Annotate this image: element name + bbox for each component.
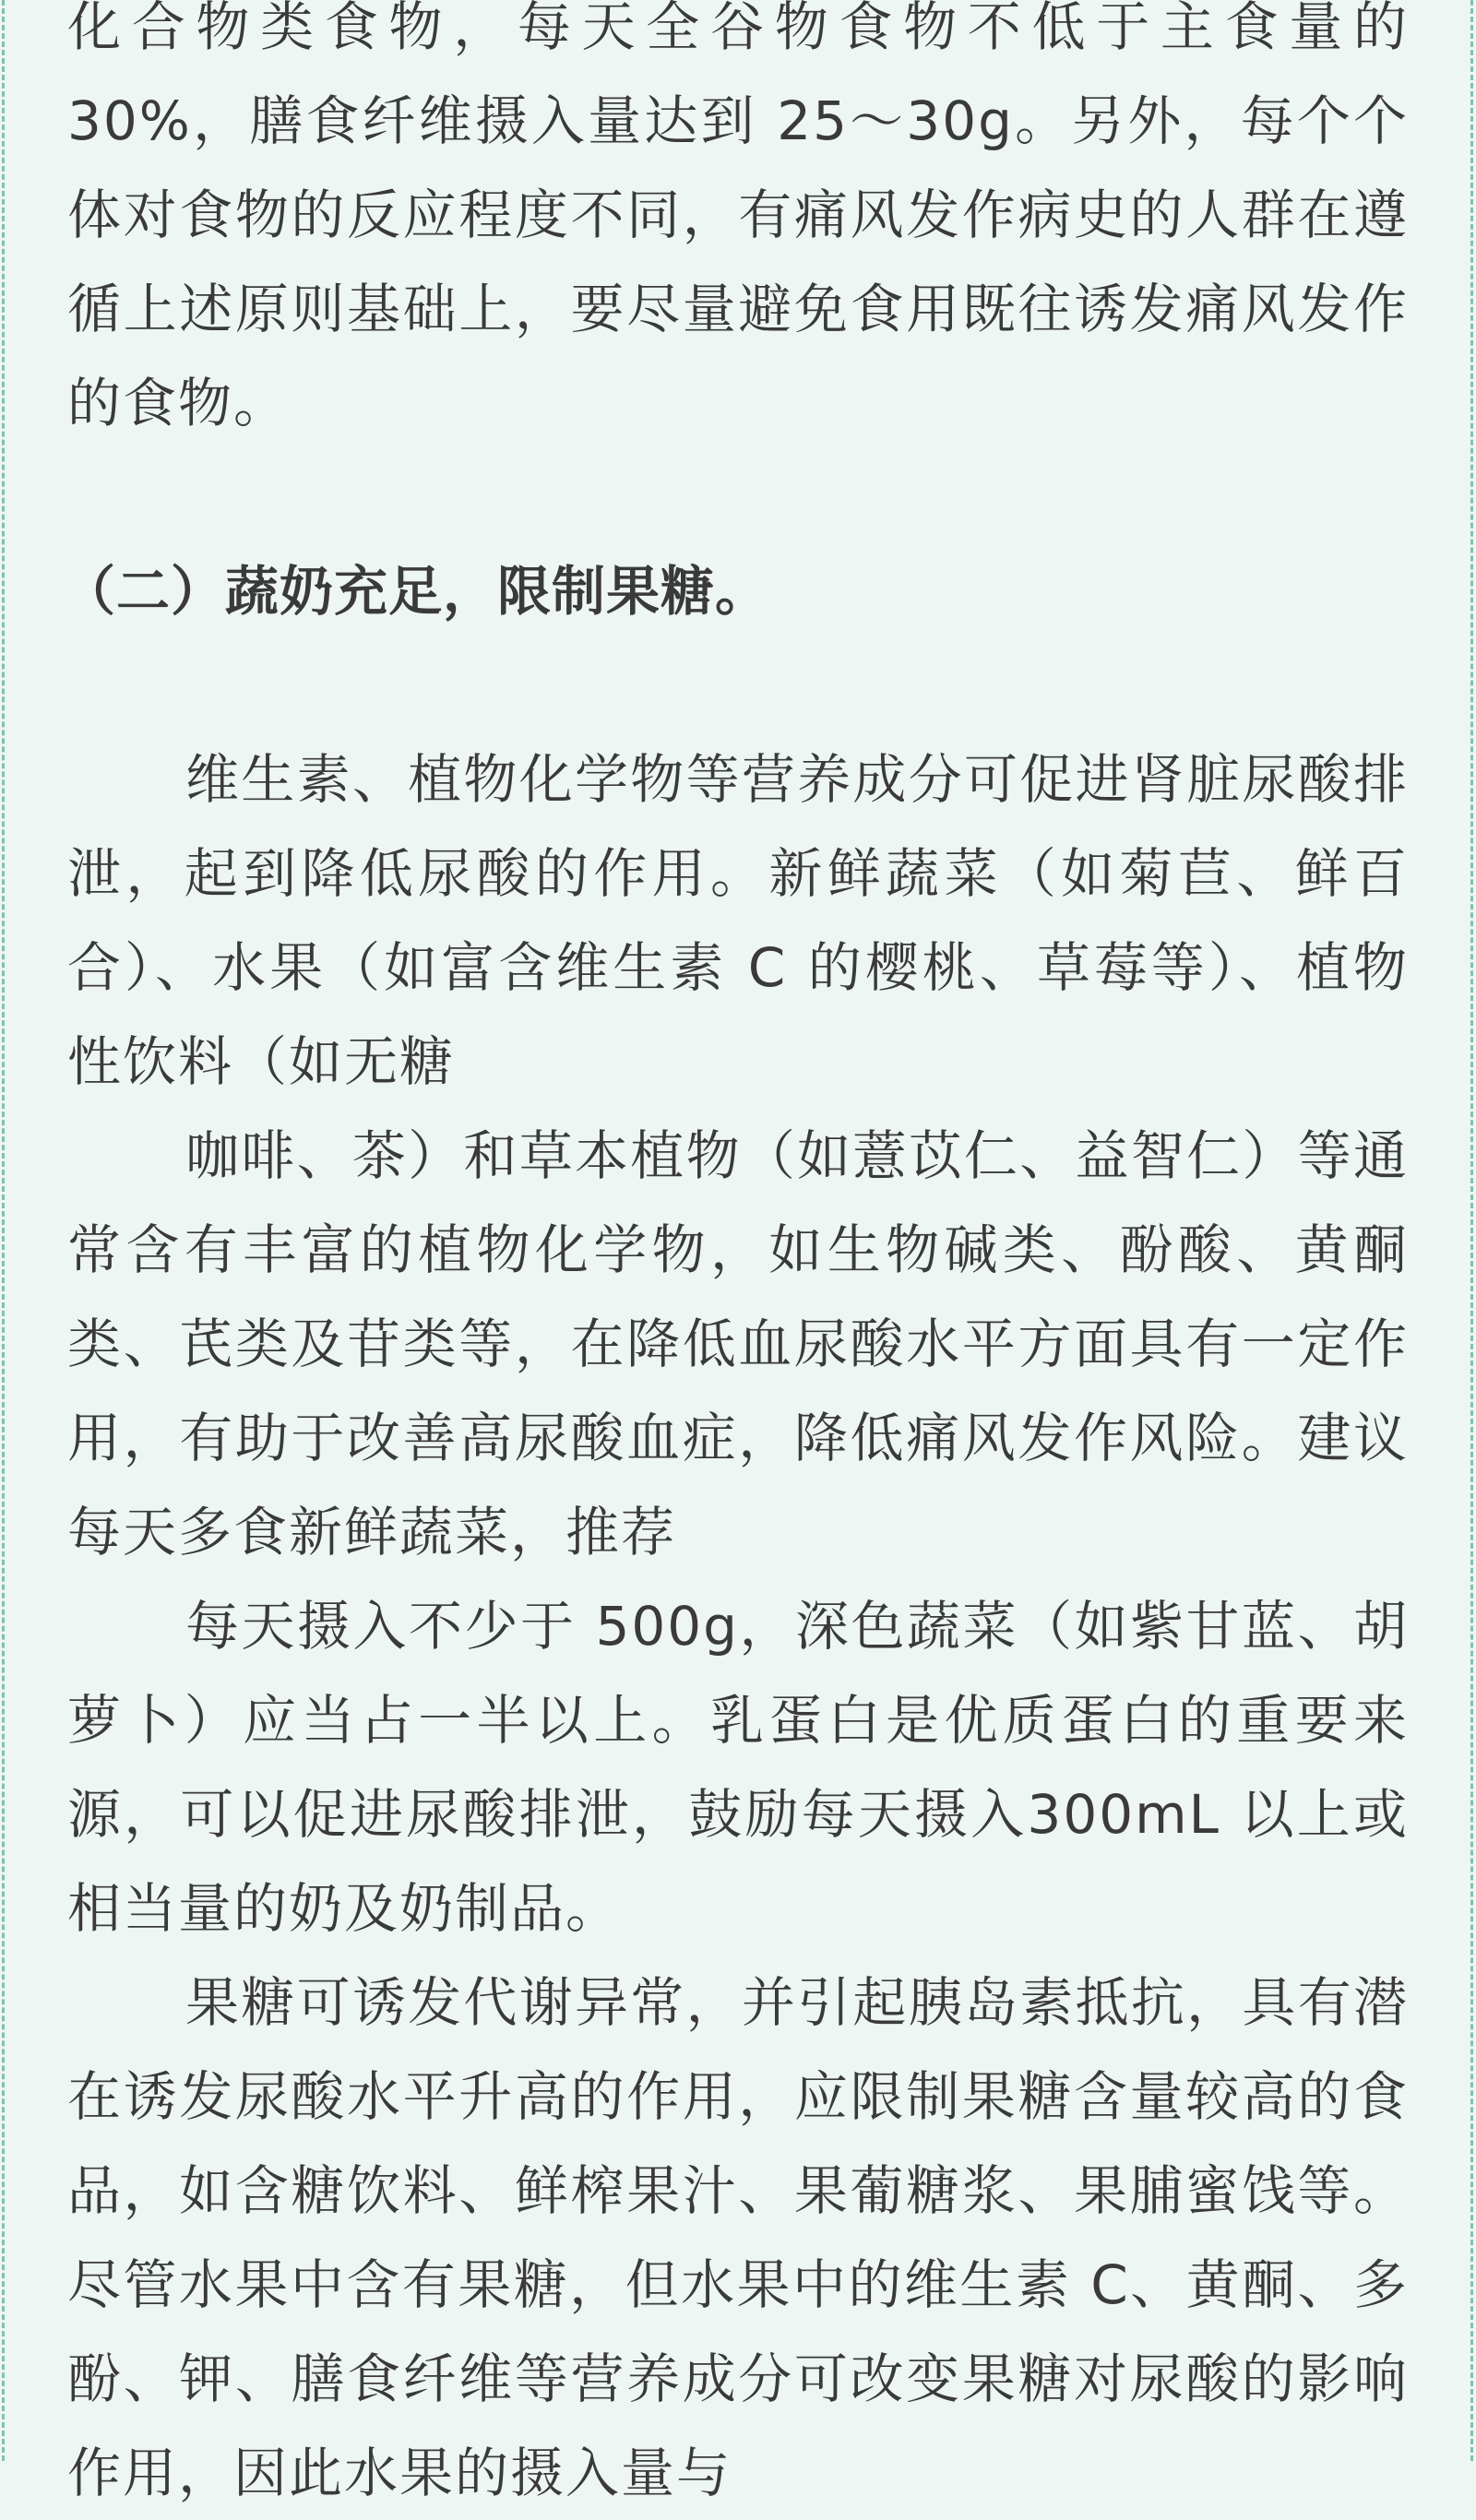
right-dashed-border (1470, 0, 1473, 2461)
left-dashed-border (2, 0, 5, 2461)
article-body (62, 0, 1409, 2520)
section-heading: （二）蔬奶充足，限制果糖。 (62, 560, 770, 623)
paragraph-vitamins: 维生素、植物化学物等营养成分可促进肾脏尿酸排泄，起到降低尿酸的作用。新鲜蔬菜（如菊苣、鲜百合）、水果（如富含维生素 C 的樱桃、草莓等）、植物性饮料（如无糖 (67, 748, 1409, 1093)
paragraph-intro: 化合物类食物，每天全谷物食物不低于主食量的30%，膳食纤维摄入量达到 25～30g。另外，每个个体对食物的反应程度不同，有痛风发作病史的人群在遵循上述原则基础上，要尽量避免食用既往诱发痛风发作的食物。 (67, 0, 1409, 434)
paragraph-fructose: 果糖可诱发代谢异常，并引起胰岛素抵抗，具有潜在诱发尿酸水平升高的作用，应限制果糖含量较高的食品，如含糖饮料、鲜榨果汁、果葡糖浆、果脯蜜饯等。尽管水果中含有果糖，但水果中的维生素 C、黄酮、多酚、钾、膳食纤维等营养成分可改变果糖对尿酸的影响作用，因此水果的摄入量与 (67, 1971, 1409, 2504)
paragraph-phytochemicals: 咖啡、茶）和草本植物（如薏苡仁、益智仁）等通常含有丰富的植物化学物，如生物碱类、酚酸、黄酮类、芪类及苷类等，在降低血尿酸水平方面具有一定作用，有助于改善高尿酸血症，降低痛风发作风险。建议每天多食新鲜蔬菜，推荐 (67, 1124, 1409, 1563)
paragraph-dairy: 每天摄入不少于 500g，深色蔬菜（如紫甘蓝、胡萝卜）应当占一半以上。乳蛋白是优质蛋白的重要来源，可以促进尿酸排泄，鼓励每天摄入300mL 以上或相当量的奶及奶制品。 (67, 1595, 1409, 1940)
